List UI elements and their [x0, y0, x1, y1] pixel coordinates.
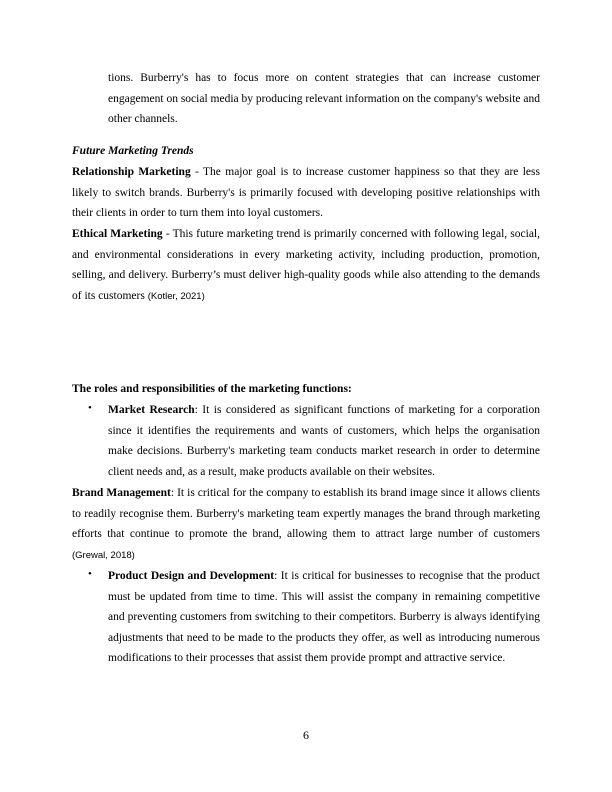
relationship-marketing-paragraph [72, 162, 540, 224]
ethical-marketing-term: Ethical Marketing [72, 228, 163, 240]
future-marketing-trends-heading [72, 141, 540, 162]
brand-management-term: Brand Management [72, 487, 171, 499]
product-design-text: : It is critical for businesses to recognise that the product must be updated from time to time. This will assist the company in remaining competitive and preventing customers from switching to their competitors. Burberry is always identifying adjustments that need to be made to the products they offer, as well as introducing numerous modifications to their processes that assist them provide prompt and attractive service. [108, 570, 540, 665]
continued-paragraph [108, 68, 540, 130]
relationship-marketing-text: - The major goal is to increase customer happiness so that they are less likely to switch brands. Burberry's is primarily focused with developing positive relationships with their clients in order to turn them into loyal customers. [72, 166, 540, 220]
roles-heading [72, 379, 540, 400]
relationship-marketing-term: Relationship Marketing [72, 166, 191, 178]
product-design-item [108, 566, 540, 669]
brand-management-paragraph [72, 483, 540, 566]
bullet-icon: • [88, 568, 92, 580]
page-number: 6 [303, 728, 309, 742]
market-research-text: : It is considered as significant functions of marketing for a corporation since it identifies the requirements and wants of customers, which helps the organisation make decisions. Burberry's marketing team conducts market research in order to determine client needs and, as a result, make products available on their websites. [108, 404, 540, 478]
citation: (Kotler, 2021) [147, 290, 205, 302]
continued-paragraph-text: tions. Burberry's has to focus more on content strategies that can increase customer engagement on social media by producing relevant information on the company's website and other channels. [108, 72, 540, 126]
roles-heading-text: The roles and responsibilities of the marketing functions: [72, 383, 352, 395]
ethical-marketing-text: - This future marketing trend is primarily concerned with following legal, social, and environmental considerations in every marketing activity, including production, promotion, selling, and delivery. Burberry’s must deliver high-quality goods while also attending to the demands of its customers [72, 228, 540, 302]
brand-management-text: : It is critical for the company to establish its brand image since it allows clients to readily recognise them. Burberry's marketing team expertly manages the brand through marketing efforts that continue to promote the brand, allowing them to attract large number of customers [72, 487, 540, 541]
citation: (Grewal, 2018) [72, 549, 135, 561]
ethical-marketing-paragraph [72, 224, 540, 307]
section-heading: Future Marketing Trends [72, 145, 194, 157]
product-design-term: Product Design and Development [108, 570, 275, 582]
bullet-icon: • [88, 402, 92, 414]
market-research-item [108, 400, 540, 482]
market-research-term: Market Research [108, 404, 195, 416]
